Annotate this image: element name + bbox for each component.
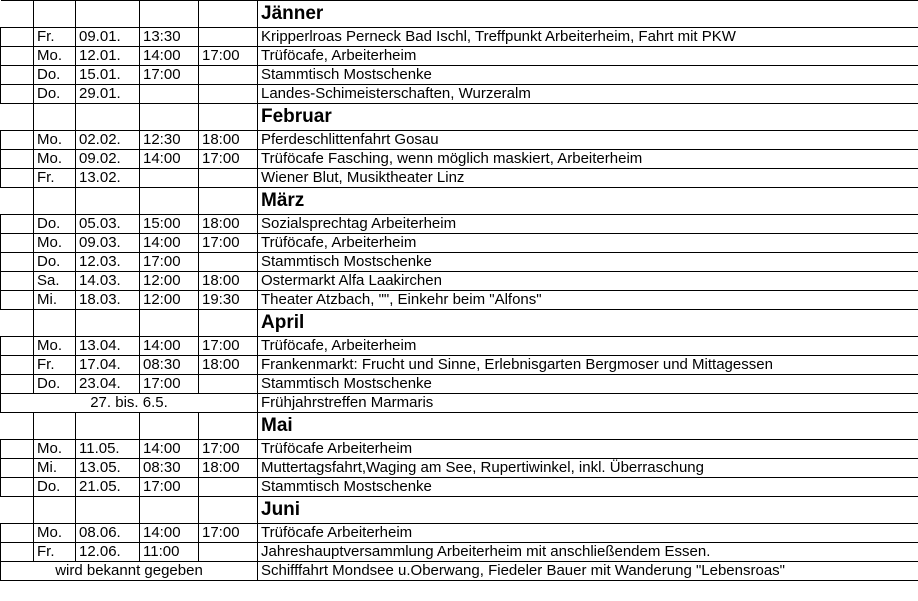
start-time-cell: 14:00: [140, 524, 199, 543]
schedule-body: [1, 1, 918, 581]
event-row: [1, 459, 918, 478]
weekday-cell: Fr.: [34, 543, 76, 562]
date-cell: 09.03.: [76, 234, 140, 253]
spacer-cell: [34, 188, 76, 215]
spacer-cell: [140, 1, 199, 28]
date-cell: 29.01.: [76, 85, 140, 104]
start-time-cell: 17:00: [140, 478, 199, 497]
start-time-cell: [140, 169, 199, 188]
month-title: Februar: [258, 104, 918, 131]
month-header-row: [1, 497, 918, 524]
spacer-cell: [76, 497, 140, 524]
start-time-cell: 08:30: [140, 459, 199, 478]
month-header-row: [1, 413, 918, 440]
weekday-cell: Do.: [34, 375, 76, 394]
month-header-row: [1, 104, 918, 131]
event-description-cell: Kripperlroas Perneck Bad Ischl, Treffpunkt Arbeiterheim, Fahrt mit PKW: [258, 28, 918, 47]
month-title: Mai: [258, 413, 918, 440]
spacer-cell: [1, 234, 34, 253]
end-time-cell: 17:00: [199, 234, 258, 253]
event-row: [1, 66, 918, 85]
spacer-cell: [199, 188, 258, 215]
date-cell: 02.02.: [76, 131, 140, 150]
event-row: [1, 562, 918, 581]
end-time-cell: 19:30: [199, 291, 258, 310]
spacer-cell: [76, 310, 140, 337]
spacer-cell: [140, 497, 199, 524]
event-description-cell: Trüföcafe Arbeiterheim: [258, 524, 918, 543]
end-time-cell: [199, 28, 258, 47]
start-time-cell: 11:00: [140, 543, 199, 562]
month-title: Juni: [258, 497, 918, 524]
start-time-cell: 12:00: [140, 272, 199, 291]
weekday-cell: Do.: [34, 215, 76, 234]
spacer-cell: [1, 310, 34, 337]
end-time-cell: 18:00: [199, 356, 258, 375]
date-cell: 08.06.: [76, 524, 140, 543]
end-time-cell: 17:00: [199, 440, 258, 459]
event-row: [1, 215, 918, 234]
event-row: [1, 28, 918, 47]
spacer-cell: [1, 440, 34, 459]
spacer-cell: [140, 104, 199, 131]
date-cell: 14.03.: [76, 272, 140, 291]
end-time-cell: 17:00: [199, 150, 258, 169]
spacer-cell: [76, 104, 140, 131]
spacer-cell: [199, 1, 258, 28]
spacer-cell: [1, 47, 34, 66]
start-time-cell: 12:00: [140, 291, 199, 310]
event-row: [1, 291, 918, 310]
month-title: März: [258, 188, 918, 215]
weekday-cell: Mo.: [34, 524, 76, 543]
event-description-cell: Muttertagsfahrt,Waging am See, Rupertiwinkel, inkl. Überraschung: [258, 459, 918, 478]
event-row: [1, 478, 918, 497]
spacer-cell: [1, 478, 34, 497]
date-cell: 13.05.: [76, 459, 140, 478]
spacer-cell: [76, 188, 140, 215]
weekday-cell: Mo.: [34, 131, 76, 150]
date-cell: 09.01.: [76, 28, 140, 47]
start-time-cell: 14:00: [140, 337, 199, 356]
event-description-cell: Theater Atzbach, "", Einkehr beim "Alfons": [258, 291, 918, 310]
event-description-cell: Stammtisch Mostschenke: [258, 66, 918, 85]
weekday-cell: Fr.: [34, 356, 76, 375]
start-time-cell: 14:00: [140, 47, 199, 66]
spacer-cell: [199, 413, 258, 440]
event-description-cell: Trüföcafe, Arbeiterheim: [258, 234, 918, 253]
end-time-cell: 17:00: [199, 337, 258, 356]
month-header-row: [1, 188, 918, 215]
event-row: [1, 394, 918, 413]
event-description-cell: Ostermarkt Alfa Laakirchen: [258, 272, 918, 291]
start-time-cell: 14:00: [140, 440, 199, 459]
spacer-cell: [1, 253, 34, 272]
weekday-cell: Mo.: [34, 440, 76, 459]
event-row: [1, 543, 918, 562]
start-time-cell: 17:00: [140, 253, 199, 272]
event-description-cell: Stammtisch Mostschenke: [258, 253, 918, 272]
start-time-cell: 17:00: [140, 66, 199, 85]
month-header-row: [1, 1, 918, 28]
event-description-cell: Trüföcafe, Arbeiterheim: [258, 337, 918, 356]
event-description-cell: Jahreshauptversammlung Arbeiterheim mit anschließendem Essen.: [258, 543, 918, 562]
end-time-cell: 18:00: [199, 272, 258, 291]
start-time-cell: 12:30: [140, 131, 199, 150]
date-cell: 13.04.: [76, 337, 140, 356]
spacer-cell: [1, 1, 34, 28]
spacer-cell: [1, 413, 34, 440]
date-cell: 12.03.: [76, 253, 140, 272]
weekday-cell: Mo.: [34, 234, 76, 253]
end-time-cell: [199, 543, 258, 562]
event-row: [1, 131, 918, 150]
date-range-cell: wird bekannt gegeben: [1, 562, 258, 581]
spacer-cell: [76, 413, 140, 440]
date-cell: 09.02.: [76, 150, 140, 169]
spacer-cell: [1, 215, 34, 234]
event-description-cell: Stammtisch Mostschenke: [258, 478, 918, 497]
end-time-cell: 18:00: [199, 459, 258, 478]
event-description-cell: Pferdeschlittenfahrt Gosau: [258, 131, 918, 150]
start-time-cell: 15:00: [140, 215, 199, 234]
end-time-cell: 17:00: [199, 524, 258, 543]
spacer-cell: [34, 310, 76, 337]
date-cell: 15.01.: [76, 66, 140, 85]
event-row: [1, 375, 918, 394]
month-header-row: [1, 310, 918, 337]
start-time-cell: 13:30: [140, 28, 199, 47]
end-time-cell: [199, 253, 258, 272]
event-row: [1, 150, 918, 169]
spacer-cell: [1, 272, 34, 291]
start-time-cell: [140, 85, 199, 104]
end-time-cell: [199, 66, 258, 85]
weekday-cell: Mo.: [34, 150, 76, 169]
weekday-cell: Mi.: [34, 459, 76, 478]
end-time-cell: [199, 85, 258, 104]
start-time-cell: 14:00: [140, 234, 199, 253]
event-description-cell: Schifffahrt Mondsee u.Oberwang, Fiedeler Bauer mit Wanderung "Lebensroas": [258, 562, 918, 581]
spacer-cell: [1, 150, 34, 169]
date-cell: 11.05.: [76, 440, 140, 459]
spacer-cell: [199, 310, 258, 337]
spacer-cell: [1, 85, 34, 104]
start-time-cell: 08:30: [140, 356, 199, 375]
weekday-cell: Fr.: [34, 28, 76, 47]
spacer-cell: [1, 28, 34, 47]
event-description-cell: Landes-Schimeisterschaften, Wurzeralm: [258, 85, 918, 104]
event-description-cell: Stammtisch Mostschenke: [258, 375, 918, 394]
weekday-cell: Sa.: [34, 272, 76, 291]
end-time-cell: 18:00: [199, 215, 258, 234]
spacer-cell: [1, 291, 34, 310]
date-cell: 05.03.: [76, 215, 140, 234]
weekday-cell: Mo.: [34, 47, 76, 66]
date-cell: 12.06.: [76, 543, 140, 562]
spacer-cell: [1, 524, 34, 543]
weekday-cell: Fr.: [34, 169, 76, 188]
end-time-cell: [199, 478, 258, 497]
date-cell: 23.04.: [76, 375, 140, 394]
spacer-cell: [1, 131, 34, 150]
date-cell: 18.03.: [76, 291, 140, 310]
spacer-cell: [1, 188, 34, 215]
date-cell: 17.04.: [76, 356, 140, 375]
spacer-cell: [34, 497, 76, 524]
spacer-cell: [199, 104, 258, 131]
date-cell: 21.05.: [76, 478, 140, 497]
event-row: [1, 169, 918, 188]
event-row: [1, 234, 918, 253]
event-description-cell: Frankenmarkt: Frucht und Sinne, Erlebnisgarten Bergmoser und Mittagessen: [258, 356, 918, 375]
weekday-cell: Mo.: [34, 337, 76, 356]
spacer-cell: [1, 375, 34, 394]
spacer-cell: [1, 356, 34, 375]
spacer-cell: [34, 413, 76, 440]
spacer-cell: [140, 413, 199, 440]
end-time-cell: [199, 375, 258, 394]
start-time-cell: 17:00: [140, 375, 199, 394]
weekday-cell: Do.: [34, 66, 76, 85]
spacer-cell: [140, 310, 199, 337]
spacer-cell: [1, 543, 34, 562]
date-range-cell: 27. bis. 6.5.: [1, 394, 258, 413]
event-description-cell: Trüföcafe Arbeiterheim: [258, 440, 918, 459]
date-cell: 13.02.: [76, 169, 140, 188]
spacer-cell: [34, 104, 76, 131]
event-description-cell: Trüföcafe, Arbeiterheim: [258, 47, 918, 66]
event-row: [1, 440, 918, 459]
event-row: [1, 524, 918, 543]
weekday-cell: Do.: [34, 478, 76, 497]
spacer-cell: [34, 1, 76, 28]
spacer-cell: [1, 497, 34, 524]
spacer-cell: [1, 337, 34, 356]
end-time-cell: 17:00: [199, 47, 258, 66]
event-description-cell: Frühjahrstreffen Marmaris: [258, 394, 918, 413]
month-title: April: [258, 310, 918, 337]
date-cell: 12.01.: [76, 47, 140, 66]
event-description-cell: Wiener Blut, Musiktheater Linz: [258, 169, 918, 188]
event-row: [1, 272, 918, 291]
weekday-cell: Do.: [34, 85, 76, 104]
event-row: [1, 85, 918, 104]
weekday-cell: Mi.: [34, 291, 76, 310]
end-time-cell: 18:00: [199, 131, 258, 150]
weekday-cell: Do.: [34, 253, 76, 272]
spacer-cell: [1, 459, 34, 478]
event-row: [1, 253, 918, 272]
spacer-cell: [1, 104, 34, 131]
spacer-cell: [1, 66, 34, 85]
event-description-cell: Trüföcafe Fasching, wenn möglich maskiert, Arbeiterheim: [258, 150, 918, 169]
month-title: Jänner: [258, 1, 918, 28]
spacer-cell: [1, 169, 34, 188]
start-time-cell: 14:00: [140, 150, 199, 169]
event-row: [1, 337, 918, 356]
spacer-cell: [199, 497, 258, 524]
spacer-cell: [140, 188, 199, 215]
event-row: [1, 47, 918, 66]
end-time-cell: [199, 169, 258, 188]
event-row: [1, 356, 918, 375]
spacer-cell: [76, 1, 140, 28]
event-description-cell: Sozialsprechtag Arbeiterheim: [258, 215, 918, 234]
